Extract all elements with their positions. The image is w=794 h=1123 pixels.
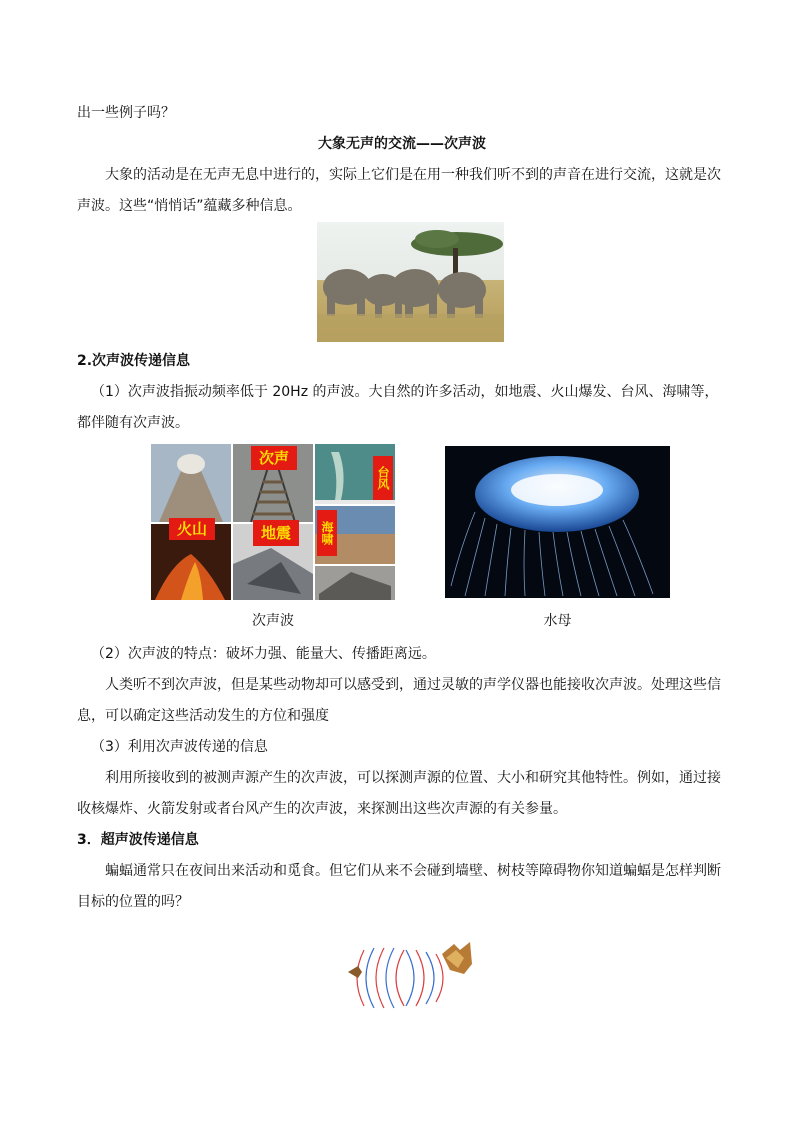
elephant-photo <box>317 222 504 342</box>
collage-caption: 次声波 <box>252 613 294 629</box>
bat-echolocation-illustration <box>346 940 478 1012</box>
paragraph-infrasound-definition: （1）次声波指振动频率低于 20Hz 的声波。大自然的许多活动，如地震、火山爆发、台风、海啸等，都伴随有次声波。 <box>77 384 719 431</box>
label-infrasound: 次声 <box>251 446 297 470</box>
label-earthquake: 地震 <box>253 520 299 546</box>
paragraph-intro-end: 出一些例子吗？ <box>77 105 175 121</box>
label-volcano: 火山 <box>169 518 215 540</box>
label-typhoon: 台风 <box>373 456 393 500</box>
section-2-heading: 2.次声波传递信息 <box>77 353 191 369</box>
paragraph-use-infrasound: 利用所接收到的被测声源产生的次声波，可以探测声源的位置、大小和研究其他特性。例如，通过接收核爆炸、火箭发射或者台风产生的次声波，来探测出这些次声源的有关参量。 <box>77 770 721 817</box>
label-tsunami: 海啸 <box>317 510 337 556</box>
paragraph-bats: 蝙蝠通常只在夜间出来活动和觅食。但它们从来不会碰到墙壁、树枝等障碍物你知道蝙蝠是怎样判断目标的位置的吗？ <box>77 863 721 910</box>
heading-elephant: 大象无声的交流——次声波 <box>318 136 486 152</box>
infrasound-collage <box>151 444 395 600</box>
jellyfish-photo <box>445 446 670 598</box>
paragraph-infrasound-features: （2）次声波的特点：破坏力强、能量大、传播距离远。 <box>91 646 436 662</box>
jellyfish-caption: 水母 <box>543 613 572 629</box>
paragraph-elephant: 大象的活动是在无声无息中进行的，实际上它们是在用一种我们听不到的声音在进行交流，这就是次声波。这些“悄悄话”蕴藏多种信息。 <box>77 167 721 214</box>
section-3-heading: 3．超声波传递信息 <box>77 832 199 848</box>
paragraph-use-infrasound-heading: （3）利用次声波传递的信息 <box>91 739 268 755</box>
paragraph-animals-sense: 人类听不到次声波，但是某些动物却可以感受到，通过灵敏的声学仪器也能接收次声波。处理这些信息，可以确定这些活动发生的方位和强度 <box>77 677 721 724</box>
